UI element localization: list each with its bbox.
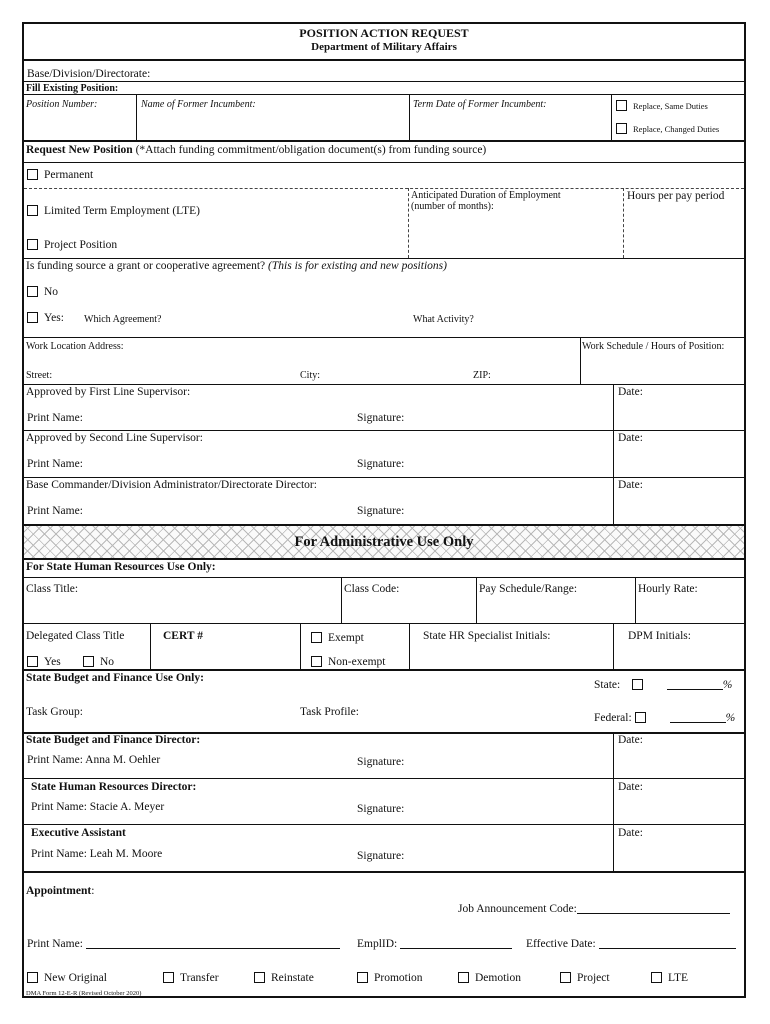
hr-director-signature: Signature: <box>357 803 405 815</box>
job-announcement-field[interactable]: Job Announcement Code: <box>458 901 730 915</box>
effective-date-field[interactable]: Effective Date: <box>526 936 736 950</box>
which-agreement-label: Which Agreement? <box>84 314 162 325</box>
hr-director-print: Print Name: Stacie A. Meyer <box>31 801 165 813</box>
non-exempt-checkbox[interactable]: Non-exempt <box>311 656 385 668</box>
request-new-position-heading: Request New Position (*Attach funding commitment/obligation document(s) from funding source) <box>26 144 487 156</box>
second-supervisor-label: Approved by Second Line Supervisor: <box>26 432 203 444</box>
task-profile-label: Task Profile: <box>300 706 359 718</box>
commander-label: Base Commander/Division Administrator/Directorate Director: <box>26 479 317 491</box>
replace-same-duties-checkbox[interactable]: Replace, Same Duties <box>616 100 708 111</box>
second-supervisor-date: Date: <box>618 432 643 444</box>
second-supervisor-print: Print Name: <box>27 458 83 470</box>
form-footer: DMA Form 12-E-R (Revised October 2020) <box>26 990 142 997</box>
zip-label: ZIP: <box>473 370 491 381</box>
replace-changed-duties-checkbox[interactable]: Replace, Changed Duties <box>616 123 719 134</box>
executive-assistant-print: Print Name: Leah M. Moore <box>31 848 163 860</box>
budget-director-signature: Signature: <box>357 756 405 768</box>
budget-director-date: Date: <box>618 734 643 746</box>
dpm-initials-label: DPM Initials: <box>628 630 691 642</box>
executive-assistant-signature: Signature: <box>357 850 405 862</box>
state-percent-field[interactable]: State: % <box>594 679 733 691</box>
fill-existing-heading: Fill Existing Position: <box>26 83 119 94</box>
delegated-no-checkbox[interactable]: No <box>83 656 114 668</box>
delegated-class-label: Delegated Class Title <box>26 630 125 642</box>
form-title: POSITION ACTION REQUEST <box>299 26 469 40</box>
duration-label: Anticipated Duration of Employment (number of months): <box>411 190 561 212</box>
commander-print: Print Name: <box>27 505 83 517</box>
reinstate-checkbox[interactable]: Reinstate <box>254 972 314 984</box>
budget-director-title: State Budget and Finance Director: <box>26 734 201 746</box>
position-action-request-form <box>22 22 746 998</box>
executive-assistant-date: Date: <box>618 827 643 839</box>
new-original-checkbox[interactable]: New Original <box>27 972 107 984</box>
street-label: Street: <box>26 370 53 381</box>
hr-heading: For State Human Resources Use Only: <box>26 561 216 573</box>
promotion-checkbox[interactable]: Promotion <box>357 972 423 984</box>
admin-use-banner: For Administrative Use Only <box>24 524 744 560</box>
city-label: City: <box>300 370 321 381</box>
form-subtitle: Department of Military Affairs <box>311 41 457 53</box>
federal-percent-field[interactable]: Federal: % <box>594 712 736 724</box>
hourly-rate-label: Hourly Rate: <box>638 583 698 595</box>
what-activity-label: What Activity? <box>413 314 474 325</box>
hr-director-date: Date: <box>618 781 643 793</box>
first-supervisor-date: Date: <box>618 386 643 398</box>
demotion-checkbox[interactable]: Demotion <box>458 972 521 984</box>
hr-specialist-label: State HR Specialist Initials: <box>423 630 551 642</box>
funding-yes-checkbox[interactable]: Yes: <box>27 312 64 324</box>
project-checkbox[interactable]: Project <box>560 972 610 984</box>
project-position-checkbox[interactable]: Project Position <box>27 239 117 251</box>
lte-checkbox[interactable]: Limited Term Employment (LTE) <box>27 205 200 217</box>
class-code-label: Class Code: <box>344 583 400 595</box>
delegated-yes-checkbox[interactable]: Yes <box>27 656 61 668</box>
executive-assistant-title: Executive Assistant <box>31 827 126 839</box>
class-title-label: Class Title: <box>26 583 79 595</box>
first-supervisor-print: Print Name: <box>27 412 83 424</box>
work-schedule-label: Work Schedule / Hours of Position: <box>582 341 725 352</box>
first-supervisor-signature: Signature: <box>357 412 405 424</box>
hours-per-pay-label: Hours per pay period <box>627 190 725 202</box>
exempt-checkbox[interactable]: Exempt <box>311 632 364 644</box>
permanent-checkbox[interactable]: Permanent <box>27 169 93 181</box>
pay-schedule-label: Pay Schedule/Range: <box>479 583 578 595</box>
hr-director-title: State Human Resources Director: <box>31 781 197 793</box>
appointment-heading: Appointment: <box>26 885 95 897</box>
budget-director-print: Print Name: Anna M. Oehler <box>27 754 161 766</box>
work-location-label: Work Location Address: <box>26 341 124 352</box>
former-incumbent-label: Name of Former Incumbent: <box>141 99 256 110</box>
position-number-label: Position Number: <box>26 99 98 110</box>
budget-heading: State Budget and Finance Use Only: <box>26 672 204 684</box>
transfer-checkbox[interactable]: Transfer <box>163 972 219 984</box>
cert-label: CERT # <box>163 630 203 642</box>
second-supervisor-signature: Signature: <box>357 458 405 470</box>
commander-signature: Signature: <box>357 505 405 517</box>
term-date-label: Term Date of Former Incumbent: <box>413 99 547 110</box>
funding-question: Is funding source a grant or cooperative agreement? (This is for existing and new positions) <box>26 260 447 272</box>
emplid-field[interactable]: EmplID: <box>357 936 512 950</box>
task-group-label: Task Group: <box>26 706 84 718</box>
first-supervisor-label: Approved by First Line Supervisor: <box>26 386 191 398</box>
lte-appointment-checkbox[interactable]: LTE <box>651 972 688 984</box>
commander-date: Date: <box>618 479 643 491</box>
base-division-label: Base/Division/Directorate: <box>27 68 151 80</box>
appointment-print-name-field[interactable]: Print Name: <box>27 936 340 950</box>
funding-no-checkbox[interactable]: No <box>27 286 58 298</box>
